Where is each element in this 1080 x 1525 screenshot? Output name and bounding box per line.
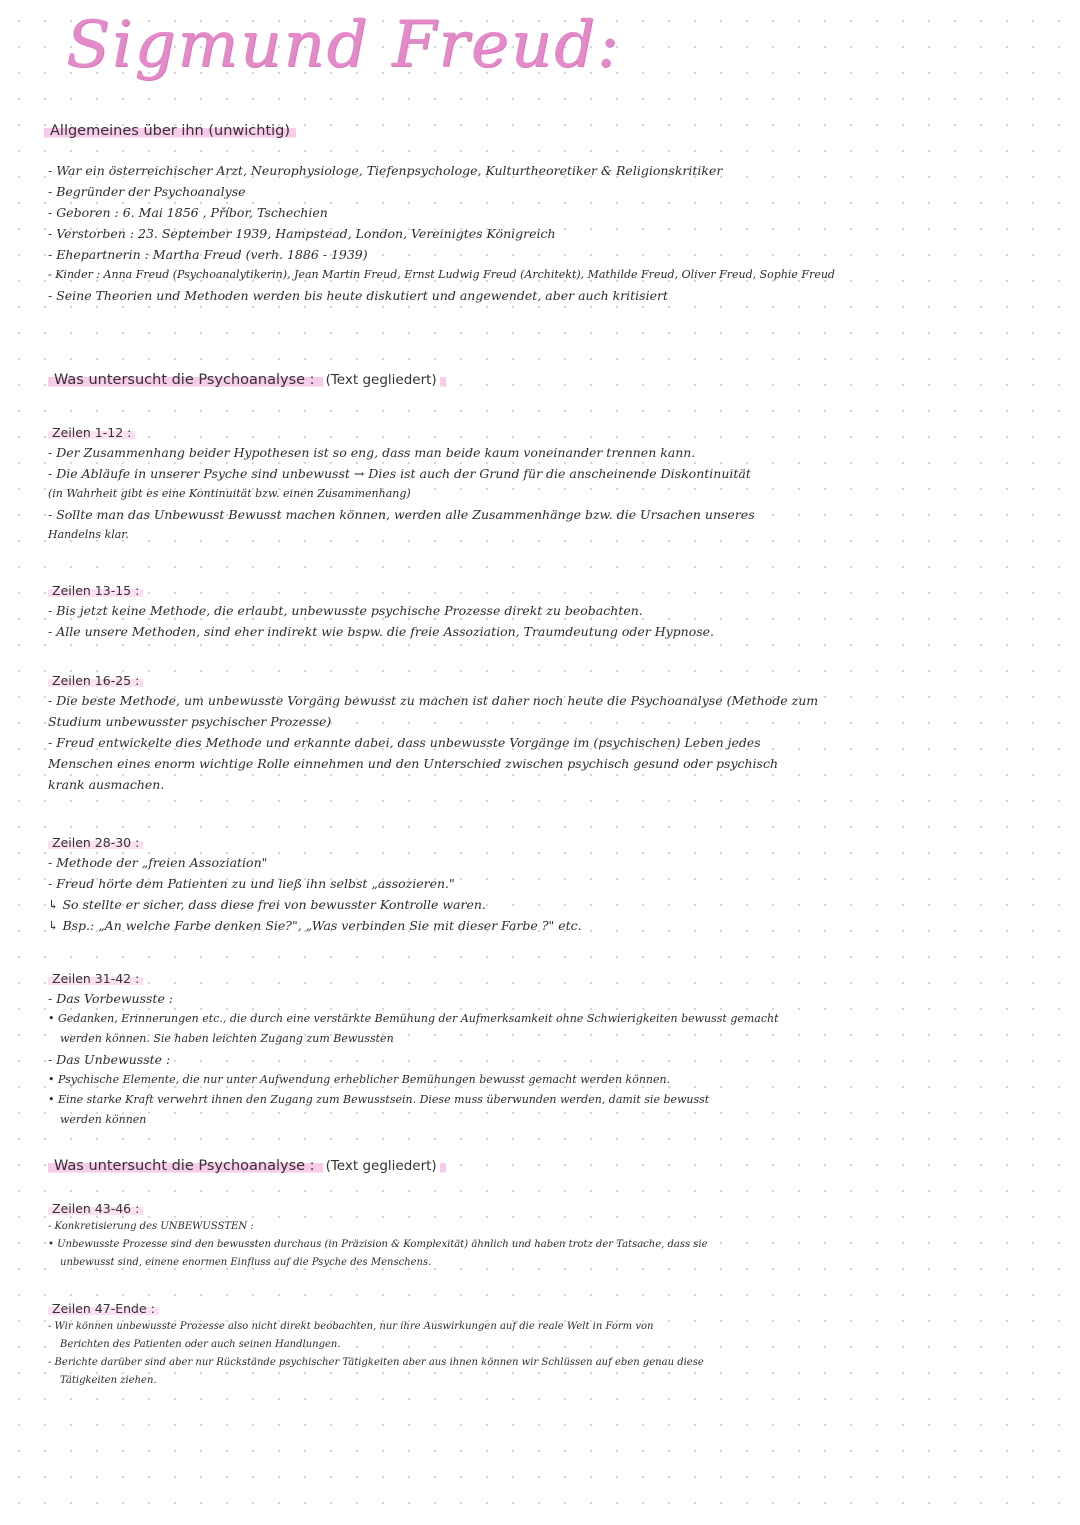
section-heading-text: Was untersucht die Psychoanalyse : — [54, 372, 315, 388]
list-item: - Die Abläufe in unserer Psyche sind unbewusst → Dies ist auch der Grund für die anscheinende Diskontinuität — [48, 466, 751, 481]
list-item: • Eine starke Kraft verwehrt ihnen den Zugang zum Bewusstsein. Diese muss überwunden werden, damit sie bewusst — [48, 1093, 710, 1106]
list-item: - Bis jetzt keine Methode, die erlaubt, unbewusste psychische Prozesse direkt zu beobachten. — [48, 603, 643, 618]
subsection-zeilen-31-42 — [48, 968, 779, 1130]
list-item: - Konkretisierung des UNBEWUSSTEN : — [48, 1221, 254, 1232]
subsection-zeilen-1-12 — [48, 422, 755, 545]
section-heading-note: (Text gegliedert) — [323, 372, 440, 388]
list-item: - Alle unsere Methoden, sind eher indirekt wie bspw. die freie Assoziation, Traumdeutung oder Hypnose. — [48, 624, 715, 639]
section-heading-allgemeines — [44, 123, 296, 139]
list-item: krank ausmachen. — [48, 777, 165, 792]
list-item: - Der Zusammenhang beider Hypothesen ist so eng, dass man beide kaum voneinander trennen kann. — [48, 445, 696, 460]
list-item: - Freud entwickelte dies Methode und erkannte dabei, dass unbewusste Vorgänge im (psychischen) Leben jedes — [48, 735, 761, 750]
list-item: unbewusst sind, einene enormen Einfluss auf die Psyche des Menschens. — [60, 1257, 432, 1268]
list-item: - Seine Theorien und Methoden werden bis heute diskutiert und angewendet, aber auch kritisiert — [48, 288, 668, 303]
list-item: werden können. Sie haben leichten Zugang zum Bewussten — [60, 1032, 394, 1045]
subsection-zeilen-28-30 — [48, 832, 582, 936]
subsection-label: Zeilen 28-30 : — [48, 835, 143, 850]
section-heading-psychoanalyse-2 — [48, 1158, 446, 1174]
list-item: - Wir können unbewusste Prozesse also nicht direkt beobachten, nur ihre Auswirkungen auf die reale Welt in Form von — [48, 1321, 654, 1332]
subsection-label: Zeilen 1-12 : — [48, 425, 135, 440]
subsection-zeilen-43-46 — [48, 1198, 708, 1272]
list-item: • Psychische Elemente, die nur unter Aufwendung erheblicher Bemühungen bewusst gemacht werden können. — [48, 1073, 671, 1086]
list-item: ↳ So stellte er sicher, dass diese frei von bewusster Kontrolle waren. — [48, 897, 486, 912]
subsection-zeilen-13-15 — [48, 580, 714, 642]
section-allgemeines-body — [48, 160, 835, 306]
subsection-label: Zeilen 47-Ende : — [48, 1301, 159, 1316]
list-item: Studium unbewusster psychischer Prozesse) — [48, 714, 332, 729]
subsection-zeilen-47-ende — [48, 1298, 704, 1390]
list-item: ↳ Bsp.: „An welche Farbe denken Sie?", „Was verbinden Sie mit dieser Farbe ?" etc. — [48, 918, 582, 933]
subsection-label: Zeilen 16-25 : — [48, 673, 143, 688]
subsection-zeilen-16-25 — [48, 670, 818, 795]
list-item: - Das Unbewusste : — [48, 1052, 171, 1067]
list-item: Menschen eines enorm wichtige Rolle einnehmen und den Unterschied zwischen psychisch gesund oder psychisch — [48, 756, 779, 771]
list-item: - Berichte darüber sind aber nur Rückstände psychischer Tätigkeiten aber aus ihnen können wir Schlüssen auf eben genau diese — [48, 1357, 704, 1368]
list-item: werden können — [60, 1113, 147, 1126]
subsection-label: Zeilen 31-42 : — [48, 971, 143, 986]
list-item: - Verstorben : 23. September 1939, Hampstead, London, Vereinigtes Königreich — [48, 226, 556, 241]
section-heading-text: Was untersucht die Psychoanalyse : — [54, 1158, 315, 1174]
list-item: - Freud hörte dem Patienten zu und ließ ihn selbst „assozieren." — [48, 876, 455, 891]
list-item: - Geboren : 6. Mai 1856 , Příbor, Tschechien — [48, 205, 328, 220]
list-item: - Methode der „freien Assoziation" — [48, 855, 268, 870]
section-heading-psychoanalyse — [48, 372, 446, 388]
list-item: - Ehepartnerin : Martha Freud (verh. 1886 - 1939) — [48, 247, 368, 262]
list-item: (in Wahrheit gibt es eine Kontinuität bzw. einen Zusammenhang) — [48, 487, 411, 500]
section-heading-text: Allgemeines über ihn (unwichtig) — [50, 123, 291, 139]
page-title — [66, 8, 620, 82]
subsection-label: Zeilen 13-15 : — [48, 583, 143, 598]
list-item: Berichten des Patienten oder auch seinen Handlungen. — [60, 1339, 341, 1350]
list-item: - War ein österreichischer Arzt, Neurophysiologe, Tiefenpsychologe, Kulturtheoretiker & Religionskritiker — [48, 163, 723, 178]
list-item: - Begründer der Psychoanalyse — [48, 184, 246, 199]
list-item: - Die beste Methode, um unbewusste Vorgäng bewusst zu machen ist daher noch heute die Psychoanalyse (Methode zum — [48, 693, 819, 708]
list-item: • Unbewusste Prozesse sind den bewussten durchaus (in Präzision & Komplexität) ähnlich und haben trotz der Tatsache, dass sie — [48, 1239, 708, 1250]
list-item: Tätigkeiten ziehen. — [60, 1375, 157, 1386]
list-item: • Gedanken, Erinnerungen etc., die durch eine verstärkte Bemühung der Aufmerksamkeit ohne Schwierigkeiten bewusst gemacht — [48, 1012, 779, 1025]
title-text: Sigmund Freud: — [66, 8, 621, 82]
list-item: - Kinder : Anna Freud (Psychoanalytikerin), Jean Martin Freud, Ernst Ludwig Freud (Architekt), Mathilde Freud, Oliver Freud, Sophie Freud — [48, 268, 835, 281]
list-item: Handelns klar. — [48, 528, 129, 541]
list-item: - Sollte man das Unbewusst Bewusst machen können, werden alle Zusammenhänge bzw. die Ursachen unseres — [48, 507, 755, 522]
subsection-label: Zeilen 43-46 : — [48, 1201, 143, 1216]
section-heading-note: (Text gegliedert) — [323, 1158, 440, 1174]
list-item: - Das Vorbewusste : — [48, 991, 174, 1006]
